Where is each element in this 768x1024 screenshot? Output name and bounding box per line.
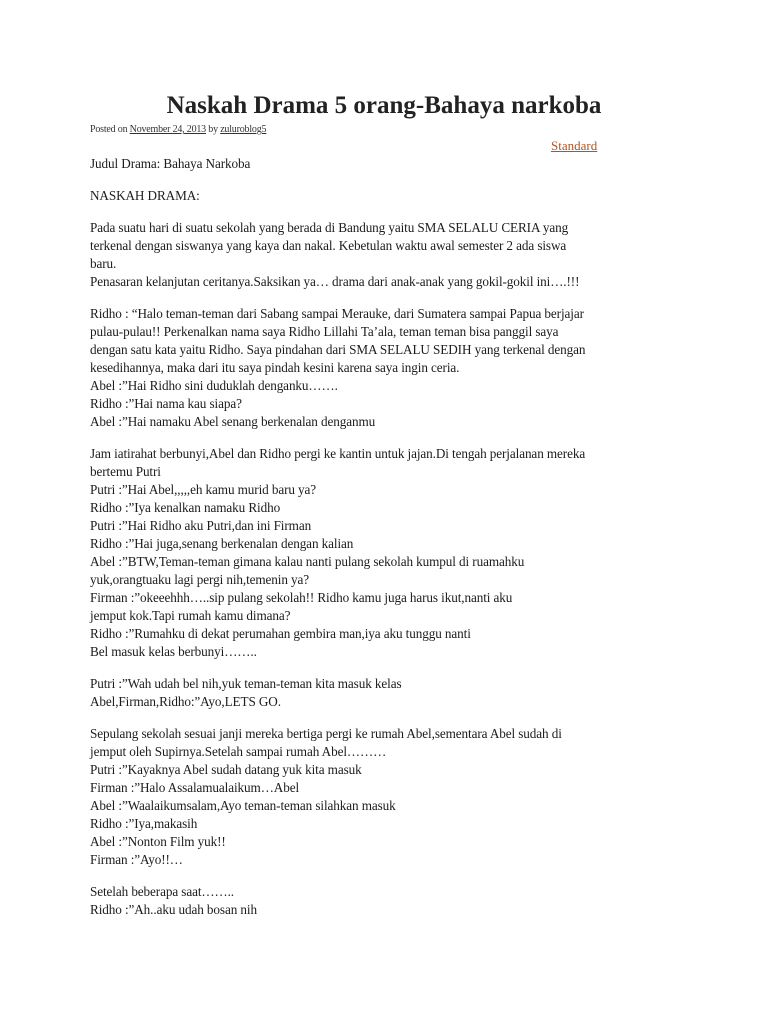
dialogue-scene-2: Jam iatirahat berbunyi,Abel dan Ridho pergi ke kantin untuk jajan.Di tengah perjalanan mereka bertemu Putri Putri :”Hai Abel,,,,,eh kamu murid baru ya? Ridho :”Iya kenalkan namaku Ridho Putri :”Hai Ridho aku Putri,dan ini Firman Ridho :”Hai juga,senang berkenalan dengan kalian Abel :”BTW,Teman-teman gimana kalau nanti pulang sekolah kumpul di ruamahku yuk,orangtuaku lagi pergi nih,temenin ya? Firman :”okeeehhh…..sip pulang sekolah!! Ridho kamu juga harus ikut,nanti aku jemput kok.Tapi rumah kamu dimana? Ridho :”Rumahku di dekat perumahan gembira man,iya aku tunggu nanti Bel masuk kelas berbunyi…….. <box>90 446 586 659</box>
dialogue-scene-3: Putri :”Wah udah bel nih,yuk teman-teman kita masuk kelas Abel,Firman,Ridho:”Ayo,LETS GO. <box>90 676 402 709</box>
post-author-link[interactable]: zuluroblog5 <box>220 124 267 135</box>
dialogue-scene-5: Setelah beberapa saat…….. Ridho :”Ah..aku udah bosan nih <box>90 884 257 917</box>
by-label: by <box>205 124 221 135</box>
post-date-link[interactable]: November 24, 2013 <box>129 124 206 135</box>
post-title: Naskah Drama 5 orang-Bahaya narkoba <box>166 92 602 119</box>
dialogue-scene-1: Ridho : “Halo teman-teman dari Sabang sampai Merauke, dari Sumatera sampai Papua berjajar pulau-pulau!! Perkenalkan nama saya Ridho Lillahi Ta’ala, teman teman bisa panggil saya dengan satu kata yaitu Ridho. Saya pindahan dari SMA SELALU SEDIH yang terkenal dengan kesedihannya, maka dari itu saya pindah kesini karena saya ingin ceria. Abel :”Hai Ridho sini duduklah denganku……. Ridho :”Hai nama kau siapa? Abel :”Hai namaku Abel senang berkenalan denganmu <box>90 306 586 429</box>
intro-paragraph: Pada suatu hari di suatu sekolah yang berada di Bandung yaitu SMA SELALU CERIA yang terkenal dengan siswanya yang kaya dan nakal. Kebetulan waktu awal semester 2 ada siswa baru. Penasaran kelanjutan ceritanya.Saksikan ya… drama dari anak-anak yang gokil-gokil ini….!!! <box>90 220 580 289</box>
drama-title-line: Judul Drama: Bahaya Narkoba <box>90 156 251 171</box>
script-heading: NASKAH DRAMA: <box>90 188 200 203</box>
post-content <box>90 155 690 933</box>
post-format-link[interactable]: Standard <box>551 138 598 153</box>
posted-on-label: Posted on <box>90 124 130 135</box>
dialogue-scene-4: Sepulang sekolah sesuai janji mereka bertiga pergi ke rumah Abel,sementara Abel sudah di jemput oleh Supirnya.Setelah sampai rumah Abel……… Putri :”Kayaknya Abel sudah datang yuk kita masuk Firman :”Halo Assalamualaikum…Abel Abel :”Waalaikumsalam,Ayo teman-teman silahkan masuk Ridho :”Iya,makasih Abel :”Nonton Film yuk!! Firman :”Ayo!!… <box>90 726 562 867</box>
post-meta <box>90 123 266 137</box>
